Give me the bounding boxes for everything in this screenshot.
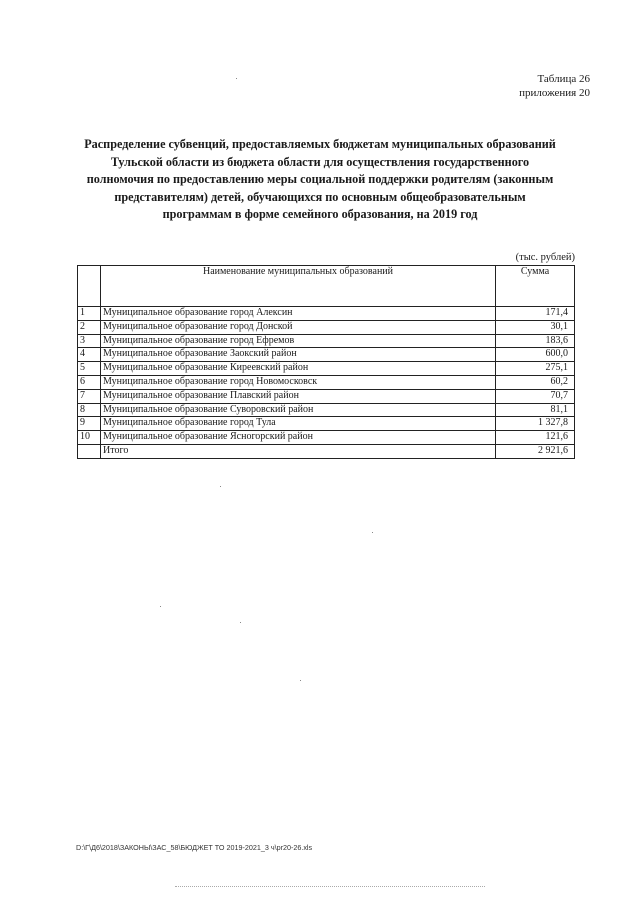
row-sum: 60,2	[496, 375, 575, 389]
table-row	[78, 307, 575, 321]
row-number: 2	[78, 320, 101, 334]
row-number: 4	[78, 348, 101, 362]
total-sum: 2 921,6	[496, 444, 575, 458]
row-name: Муниципальное образование город Донской	[101, 320, 496, 334]
table-row	[78, 431, 575, 445]
table-row	[78, 348, 575, 362]
row-name: Муниципальное образование город Алексин	[101, 307, 496, 321]
title-line: Распределение субвенций, предоставляемых бюджетам муниципальных образований	[84, 137, 556, 151]
scan-speck	[236, 78, 237, 79]
row-name: Муниципальное образование город Тула	[101, 417, 496, 431]
file-path-footer: D:\Г\Д6\2018\ЗАКОНЫ\ЗАС_58\БЮДЖЕТ ТО 2019-2021_3 ч\pr20-26.xls	[76, 843, 313, 852]
distribution-table	[77, 265, 575, 459]
header-sum-cell: Сумма	[496, 266, 575, 307]
total-number	[78, 444, 101, 458]
row-number: 5	[78, 362, 101, 376]
header-name-cell: Наименование муниципальных образований	[101, 266, 496, 307]
appendix-label: приложения 20	[519, 87, 590, 99]
table-row	[78, 334, 575, 348]
scan-speck	[300, 680, 301, 681]
row-sum: 171,4	[496, 307, 575, 321]
row-number: 3	[78, 334, 101, 348]
units-label: (тыс. рублей)	[515, 252, 575, 263]
row-sum: 1 327,8	[496, 417, 575, 431]
row-number: 8	[78, 403, 101, 417]
document-title	[60, 136, 580, 224]
title-line: представителям) детей, обучающихся по основным общеобразовательным	[114, 189, 526, 204]
row-name: Муниципальное образование город Новомосковск	[101, 375, 496, 389]
total-label: Итого	[101, 444, 496, 458]
scan-speck	[240, 622, 241, 623]
title-line: программам в форме семейного образования, на 2019 год	[162, 207, 478, 222]
row-name: Муниципальное образование Суворовский район	[101, 403, 496, 417]
table-row	[78, 403, 575, 417]
row-sum: 70,7	[496, 389, 575, 403]
scan-speck	[220, 486, 221, 487]
total-row	[78, 444, 575, 458]
table-header-row	[78, 266, 575, 307]
row-number: 1	[78, 307, 101, 321]
row-sum: 275,1	[496, 362, 575, 376]
row-name: Муниципальное образование город Ефремов	[101, 334, 496, 348]
table-row	[78, 417, 575, 431]
scan-speck	[160, 606, 161, 607]
row-sum: 600,0	[496, 348, 575, 362]
row-name: Муниципальное образование Ясногорский район	[101, 431, 496, 445]
row-number: 6	[78, 375, 101, 389]
table-row	[78, 375, 575, 389]
scan-speck	[372, 532, 373, 533]
table-number-label: Таблица 26	[537, 73, 590, 85]
row-sum: 121,6	[496, 431, 575, 445]
table-reference	[440, 72, 590, 100]
row-number: 9	[78, 417, 101, 431]
title-line: Тульской области из бюджета области для осуществления государственного	[110, 154, 530, 169]
row-name: Муниципальное образование Заокский район	[101, 348, 496, 362]
row-number: 10	[78, 431, 101, 445]
header-number-cell	[78, 266, 101, 307]
row-name: Муниципальное образование Киреевский район	[101, 362, 496, 376]
table-row	[78, 362, 575, 376]
row-sum: 81,1	[496, 403, 575, 417]
row-name: Муниципальное образование Плавский район	[101, 389, 496, 403]
row-sum: 30,1	[496, 320, 575, 334]
table-row	[78, 389, 575, 403]
title-line: полномочия по предоставлению меры социальной поддержки родителям (законным	[86, 172, 554, 187]
row-sum: 183,6	[496, 334, 575, 348]
scan-artifact-line	[175, 886, 485, 888]
table-row	[78, 320, 575, 334]
row-number: 7	[78, 389, 101, 403]
